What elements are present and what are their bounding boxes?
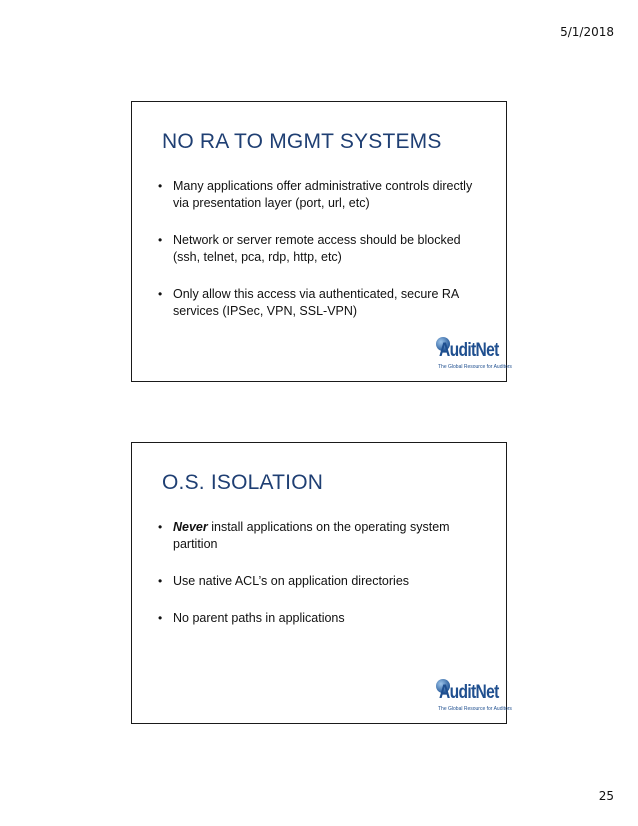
page-date: 5/1/2018 (560, 25, 614, 39)
bullet-item: • Use native ACL’s on application directories (154, 573, 484, 590)
bullet-item: • Many applications offer administrative controls directly via presentation layer (port, url, etc) (154, 178, 484, 212)
bullet-text: install applications on the operating system partition (173, 520, 450, 551)
slide-title: O.S. ISOLATION (162, 471, 324, 494)
slide-title: NO RA TO MGMT SYSTEMS (162, 130, 442, 153)
logo-wordmark: AuditNet (439, 340, 499, 361)
bullet-item: • Only allow this access via authenticated, secure RA services (IPSec, VPN, SSL-VPN) (154, 286, 484, 320)
logo-wordmark: AuditNet (439, 682, 499, 703)
bullet-list (154, 178, 484, 340)
auditnet-logo (434, 677, 512, 717)
bullet-item: • Network or server remote access should be blocked (ssh, telnet, pca, rdp, http, etc) (154, 232, 484, 266)
bullet-list (154, 519, 484, 647)
logo-tagline: The Global Resource for Auditors (438, 364, 512, 370)
logo-tagline: The Global Resource for Auditors (438, 706, 512, 712)
slide-2 (131, 442, 512, 724)
page-number: 25 (598, 789, 614, 803)
auditnet-logo (434, 335, 512, 375)
bullet-item: • No parent paths in applications (154, 610, 484, 627)
slide-1 (131, 101, 512, 382)
emphasis-text: Never (173, 520, 208, 534)
bullet-item (154, 519, 484, 553)
